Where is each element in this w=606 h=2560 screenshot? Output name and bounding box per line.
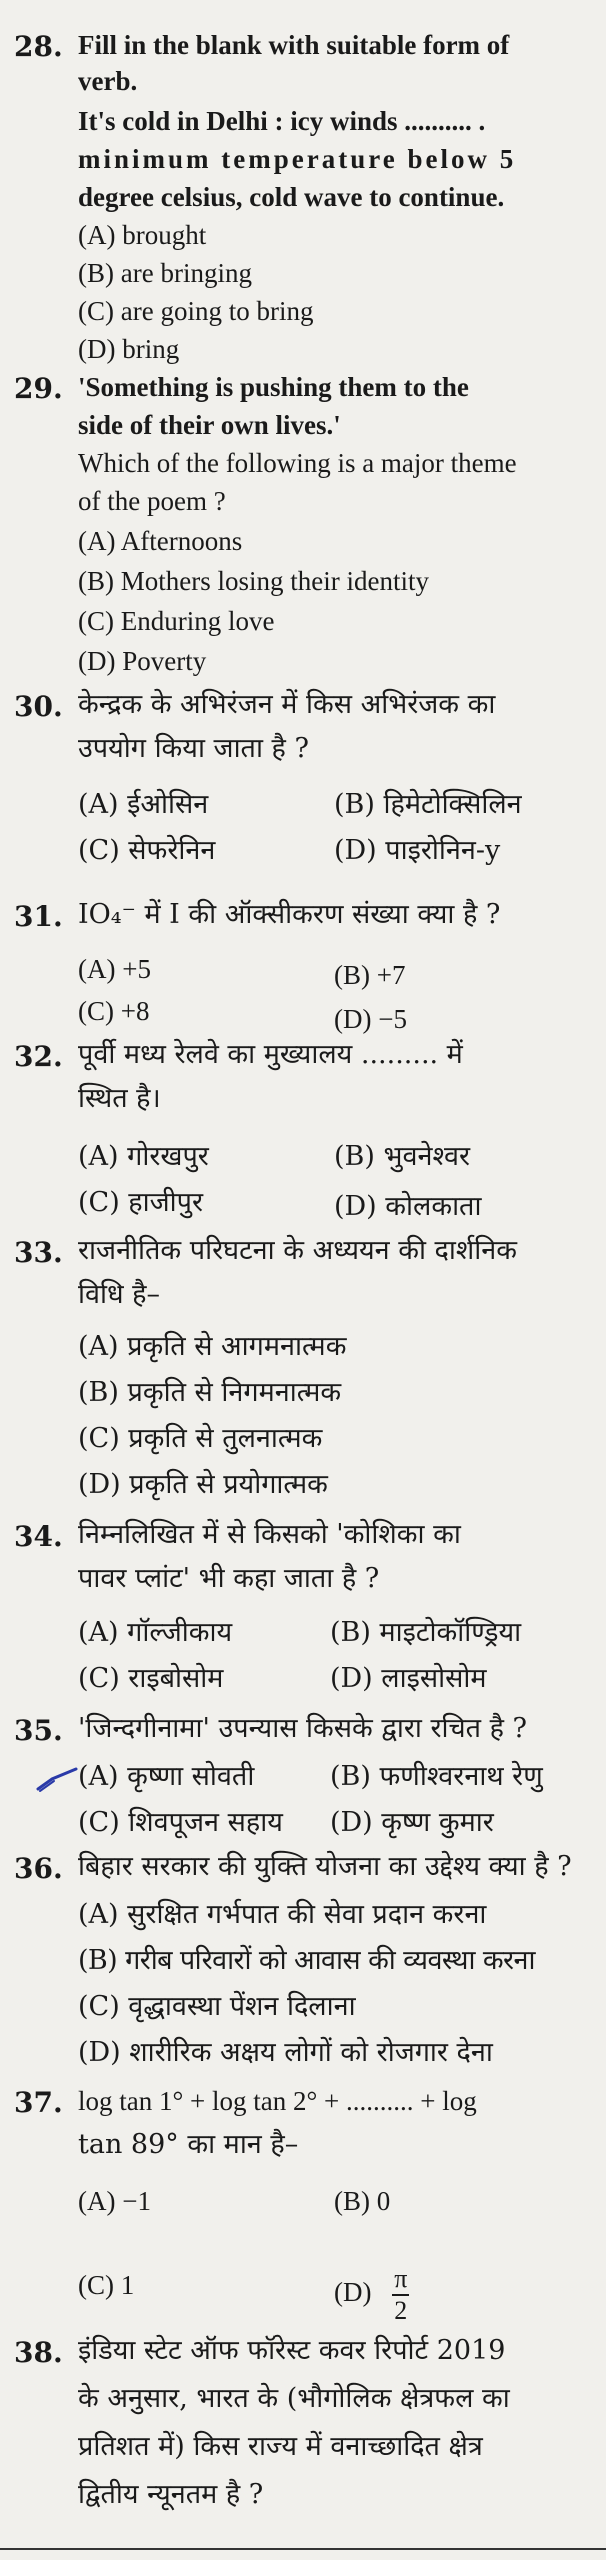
question-text-line: degree celsius, cold wave to continue.	[78, 182, 505, 212]
question-text-line: पूर्वी मध्य रेलवे का मुख्यालय ......... में	[78, 1039, 463, 1070]
question-number: 34.	[14, 1520, 63, 1553]
option-c[interactable]: (C) Enduring love	[78, 606, 275, 636]
pi-over-two-fraction	[392, 2266, 409, 2324]
option-b[interactable]: (B) 0	[334, 2186, 391, 2216]
question-text-line: पावर प्लांट' भी कहा जाता है ?	[78, 1563, 380, 1594]
option-d[interactable]: (D) bring	[78, 334, 180, 364]
question-text-line: प्रतिशत में) किस राज्य में वनाच्छादित क्षेत्र	[78, 2431, 483, 2462]
question-text-line: verb.	[78, 66, 138, 96]
question-number: 29.	[14, 372, 63, 405]
option-c[interactable]: (C) 1	[78, 2270, 135, 2300]
question-number: 36.	[14, 1852, 63, 1885]
question-text-line: उपयोग किया जाता है ?	[78, 733, 309, 764]
option-b[interactable]: (B) माइटोकॉण्ड्रिया	[330, 1617, 522, 1648]
option-a[interactable]: (A) Afternoons	[78, 526, 243, 556]
option-b[interactable]: (B) हिमेटोक्सिलिन	[334, 789, 522, 820]
option-d[interactable]: (D) पाइरोनिन-y	[334, 835, 501, 866]
option-a[interactable]: (A) प्रकृति से आगमनात्मक	[78, 1331, 347, 1362]
question-text-line: इंडिया स्टेट ऑफ फॉरेस्ट कवर रिपोर्ट 2019	[78, 2335, 506, 2366]
question-number: 37.	[14, 2086, 63, 2119]
option-c[interactable]: (C) हाजीपुर	[78, 1187, 204, 1218]
question-text-line: निम्नलिखित में से किसको 'कोशिका का	[78, 1519, 461, 1550]
option-c[interactable]: (C) सेफरेनिन	[78, 835, 216, 866]
question-text-line: 'जिन्दगीनामा' उपन्यास किसके द्वारा रचित है ?	[78, 1713, 528, 1744]
question-number: 38.	[14, 2336, 63, 2369]
option-b[interactable]: (B) गरीब परिवारों को आवास की व्यवस्था करना	[78, 1945, 535, 1976]
option-d[interactable]: (D) −5	[334, 1004, 407, 1034]
option-a[interactable]: (A) ईओसिन	[78, 789, 209, 820]
option-d[interactable]: (D) Poverty	[78, 646, 207, 676]
question-number: 28.	[14, 30, 63, 63]
question-text-line: IO₄⁻ में I की ऑक्सीकरण संख्या क्या है ?	[78, 899, 501, 930]
page-bottom-rule	[0, 2548, 606, 2550]
pen-tick-mark-icon	[36, 1765, 80, 1793]
question-text-line: It's cold in Delhi : icy winds .......... .	[78, 106, 486, 136]
option-c[interactable]: (C) शिवपूजन सहाय	[78, 1807, 283, 1838]
option-d[interactable]: (D) कोलकाता	[334, 1191, 482, 1222]
option-b[interactable]: (B) are bringing	[78, 258, 252, 288]
option-c[interactable]: (C) +8	[78, 996, 150, 1026]
question-number: 31.	[14, 900, 63, 933]
question-text-line: 'Something is pushing them to the	[78, 372, 469, 402]
option-d[interactable]: (D) प्रकृति से प्रयोगात्मक	[78, 1469, 328, 1500]
option-a[interactable]: (A) +5	[78, 954, 151, 984]
option-a[interactable]: (A) गोरखपुर	[78, 1141, 209, 1172]
question-text-line: tan 89° का मान है–	[78, 2129, 299, 2160]
question-text-line: स्थित है।	[78, 1083, 161, 1114]
option-b[interactable]: (B) भुवनेश्वर	[334, 1141, 470, 1172]
option-d[interactable]: (D) लाइसोसोम	[330, 1663, 487, 1694]
option-d[interactable]: (D) कृष्ण कुमार	[330, 1807, 494, 1838]
question-text-line: बिहार सरकार की युक्ति योजना का उद्देश्य क्या है ?	[78, 1851, 572, 1882]
option-a[interactable]: (A) गॉल्जीकाय	[78, 1617, 233, 1648]
option-b[interactable]: (B) प्रकृति से निगमनात्मक	[78, 1377, 342, 1408]
option-c[interactable]: (C) वृद्धावस्था पेंशन दिलाना	[78, 1991, 356, 2022]
option-a[interactable]: (A) कृष्णा सोवती	[78, 1761, 255, 1792]
question-text-line: minimum temperature below 5	[78, 144, 517, 174]
fraction-numerator: π	[392, 2266, 409, 2296]
question-text-line: केन्द्रक के अभिरंजन में किस अभिरंजक का	[78, 689, 496, 720]
option-c[interactable]: (C) प्रकृति से तुलनात्मक	[78, 1423, 323, 1454]
question-text-line: Fill in the blank with suitable form of	[78, 30, 510, 60]
option-c[interactable]: (C) राइबोसोम	[78, 1663, 224, 1694]
question-text-line: राजनीतिक परिघटना के अध्ययन की दार्शनिक	[78, 1235, 517, 1266]
option-c[interactable]: (C) are going to bring	[78, 296, 314, 326]
question-number: 33.	[14, 1236, 63, 1269]
option-d[interactable]: (D) शारीरिक अक्षय लोगों को रोजगार देना	[78, 2037, 493, 2068]
option-a[interactable]: (A) brought	[78, 220, 207, 250]
question-number: 35.	[14, 1714, 63, 1747]
option-d-label: (D)	[334, 2277, 372, 2308]
question-number: 30.	[14, 690, 63, 723]
option-a[interactable]: (A) −1	[78, 2186, 151, 2216]
option-b[interactable]: (B) +7	[334, 960, 406, 990]
question-text-line: log tan 1° + log tan 2° + .......... + log	[78, 2086, 477, 2116]
question-text-line: side of their own lives.'	[78, 410, 341, 440]
option-d[interactable]	[334, 2266, 409, 2324]
option-a[interactable]: (A) सुरक्षित गर्भपात की सेवा प्रदान करना	[78, 1899, 487, 1930]
fraction-denominator: 2	[394, 2296, 408, 2325]
option-b[interactable]: (B) फणीश्वरनाथ रेणु	[330, 1761, 543, 1792]
question-text-line: के अनुसार, भारत के (भौगोलिक क्षेत्रफल का	[78, 2383, 510, 2414]
question-text-line: Which of the following is a major theme	[78, 448, 517, 478]
option-b[interactable]: (B) Mothers losing their identity	[78, 566, 429, 596]
question-text-line: द्वितीय न्यूनतम है ?	[78, 2479, 264, 2510]
question-number: 32.	[14, 1040, 63, 1073]
question-text-line: of the poem ?	[78, 486, 226, 516]
question-text-line: विधि है–	[78, 1279, 161, 1310]
